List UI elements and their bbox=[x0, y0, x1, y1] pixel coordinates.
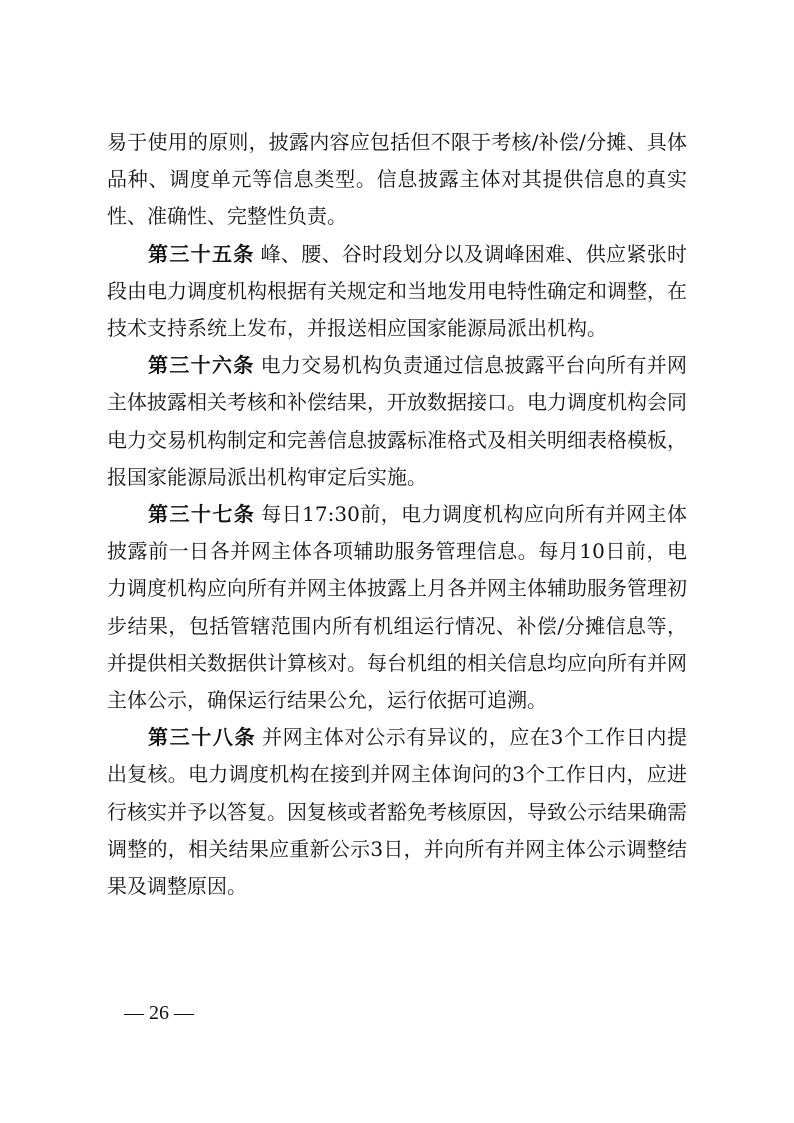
document-body bbox=[107, 124, 687, 905]
article-number: 第三十六条 bbox=[148, 353, 255, 378]
article-number: 第三十七条 bbox=[148, 502, 256, 527]
paragraph-continuation bbox=[107, 124, 687, 236]
paragraph-text: 峰、腰、谷时段划分以及调峰困难、供应紧张时段由电力调度机构根据有关规定和当地发用电特性确定和调整，在技术支持系统上发布，并报送相应国家能源局派出机构。 bbox=[107, 241, 688, 341]
article-37-paragraph bbox=[107, 496, 687, 719]
article-number: 第三十五条 bbox=[148, 241, 255, 266]
article-number: 第三十八条 bbox=[148, 725, 257, 750]
paragraph-text: 电力交易机构负责通过信息披露平台向所有并网主体披露相关考核和补偿结果，开放数据接口。电力调度机构会同电力交易机构制定和完善信息披露标准格式及相关明细表格模板，报国家能源局派出机构审定后实施。 bbox=[107, 353, 688, 489]
article-38-paragraph bbox=[107, 719, 687, 905]
paragraph-text: 并网主体对公示有异议的，应在3个工作日内提出复核。电力调度机构在接到并网主体询问的3个工作日内，应进行核实并予以答复。因复核或者豁免考核原因，导致公示结果确需调整的，相关结果应重新公示3日，并向所有并网主体公示调整结果及调整原因。 bbox=[107, 725, 687, 899]
paragraph-text: 易于使用的原则，披露内容应包括但不限于考核/补偿/分摊、具体品种、调度单元等信息类型。信息披露主体对其提供信息的真实性、准确性、完整性负责。 bbox=[107, 130, 687, 229]
page-number: — 26 — bbox=[124, 1002, 194, 1024]
article-35-paragraph bbox=[107, 236, 687, 348]
paragraph-text: 每日17:30前，电力调度机构应向所有并网主体披露前一日各并网主体各项辅助服务管理信息。每月10日前，电力调度机构应向所有并网主体披露上月各并网主体辅助服务管理初步结果，包括管辖范围内所有机组运行情况、补偿/分摊信息等，并提供相关数据供计算核对。每台机组的相关信息均应向所有并网主体公示，确保运行结果公允，运行依据可追溯。 bbox=[107, 502, 688, 713]
article-36-paragraph bbox=[107, 347, 687, 496]
